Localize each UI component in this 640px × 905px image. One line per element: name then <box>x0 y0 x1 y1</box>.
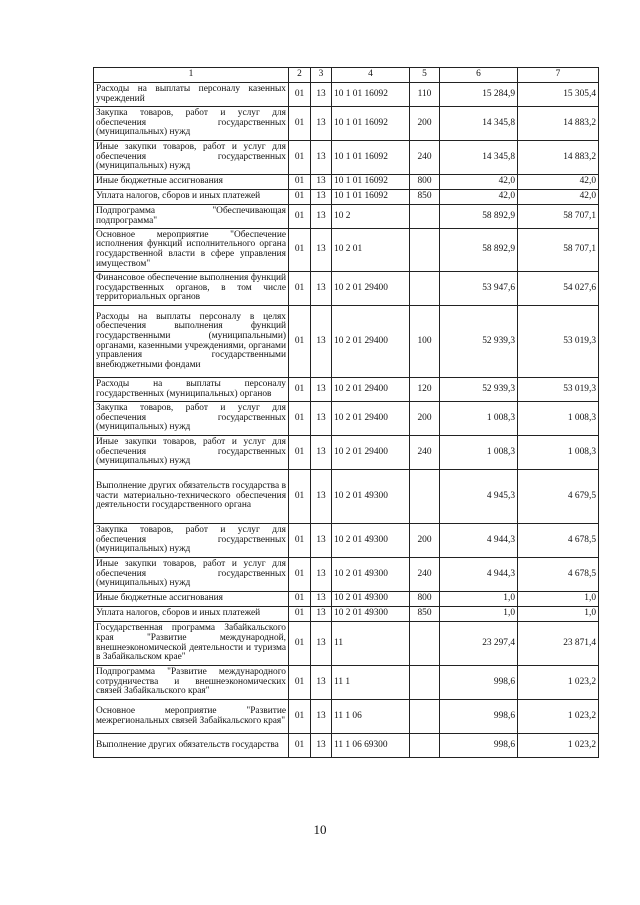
amount-year1-cell: 998,6 <box>440 734 518 758</box>
column-header-2: 2 <box>289 68 311 83</box>
amount-year2-cell: 42,0 <box>518 190 599 205</box>
table-row <box>94 592 599 607</box>
subsection-code-cell: 13 <box>311 175 332 190</box>
expense-type-cell: 850 <box>410 190 440 205</box>
target-article-cell: 10 2 01 <box>332 229 410 272</box>
subsection-code-cell: 13 <box>311 470 332 524</box>
table-row <box>94 470 599 524</box>
table-row <box>94 141 599 175</box>
target-article-cell: 10 2 01 29400 <box>332 272 410 306</box>
amount-year1-cell: 14 345,8 <box>440 107 518 141</box>
table-row <box>94 175 599 190</box>
section-code-cell: 01 <box>289 272 311 306</box>
target-article-cell: 10 1 01 16092 <box>332 107 410 141</box>
section-code-cell: 01 <box>289 190 311 205</box>
target-article-cell: 10 1 01 16092 <box>332 190 410 205</box>
amount-year1-cell: 998,6 <box>440 666 518 700</box>
target-article-cell: 10 2 01 49300 <box>332 558 410 592</box>
column-header-4: 4 <box>332 68 410 83</box>
section-code-cell: 01 <box>289 141 311 175</box>
section-code-cell: 01 <box>289 734 311 758</box>
item-name-cell: Закупка товаров, работ и услуг для обеспечения государственных (муниципальных) нужд <box>94 524 289 558</box>
item-name-cell: Расходы на выплаты персоналу казенных учреждений <box>94 83 289 107</box>
table-row <box>94 700 599 734</box>
section-code-cell: 01 <box>289 83 311 107</box>
expense-type-cell <box>410 470 440 524</box>
table-row <box>94 402 599 436</box>
amount-year1-cell: 42,0 <box>440 190 518 205</box>
item-name-cell: Основное мероприятие "Обеспечение исполнения функций исполнительного органа государственной власти в сфере управления имуществом" <box>94 229 289 272</box>
target-article-cell: 11 1 <box>332 666 410 700</box>
amount-year1-cell: 14 345,8 <box>440 141 518 175</box>
item-name-cell: Иные закупки товаров, работ и услуг для обеспечения государственных (муниципальных) нужд <box>94 436 289 470</box>
item-name-cell: Иные закупки товаров, работ и услуг для обеспечения государственных (муниципальных) нужд <box>94 141 289 175</box>
item-name-cell: Основное мероприятие "Развитие межрегиональных связей Забайкальского края" <box>94 700 289 734</box>
section-code-cell: 01 <box>289 107 311 141</box>
target-article-cell: 10 2 01 29400 <box>332 306 410 378</box>
amount-year2-cell: 4 679,5 <box>518 470 599 524</box>
target-article-cell: 10 2 01 49300 <box>332 592 410 607</box>
table-row <box>94 524 599 558</box>
section-code-cell: 01 <box>289 558 311 592</box>
item-name-cell: Уплата налогов, сборов и иных платежей <box>94 607 289 622</box>
subsection-code-cell: 13 <box>311 402 332 436</box>
amount-year2-cell: 1 008,3 <box>518 402 599 436</box>
target-article-cell: 10 2 01 49300 <box>332 470 410 524</box>
amount-year2-cell: 4 678,5 <box>518 524 599 558</box>
target-article-cell: 10 1 01 16092 <box>332 83 410 107</box>
target-article-cell: 10 2 <box>332 205 410 229</box>
expense-type-cell <box>410 700 440 734</box>
item-name-cell: Иные закупки товаров, работ и услуг для обеспечения государственных (муниципальных) нужд <box>94 558 289 592</box>
target-article-cell: 11 1 06 <box>332 700 410 734</box>
target-article-cell: 10 2 01 29400 <box>332 436 410 470</box>
expense-type-cell <box>410 229 440 272</box>
section-code-cell: 01 <box>289 175 311 190</box>
column-header-1: 1 <box>94 68 289 83</box>
column-header-3: 3 <box>311 68 332 83</box>
target-article-cell: 11 1 06 69300 <box>332 734 410 758</box>
amount-year2-cell: 1 023,2 <box>518 734 599 758</box>
table-body <box>94 83 599 758</box>
section-code-cell: 01 <box>289 470 311 524</box>
subsection-code-cell: 13 <box>311 141 332 175</box>
amount-year1-cell: 1,0 <box>440 607 518 622</box>
table-row <box>94 205 599 229</box>
expense-type-cell <box>410 622 440 666</box>
expense-type-cell: 120 <box>410 378 440 402</box>
amount-year2-cell: 42,0 <box>518 175 599 190</box>
budget-table <box>93 67 599 758</box>
target-article-cell: 10 2 01 49300 <box>332 524 410 558</box>
item-name-cell: Уплата налогов, сборов и иных платежей <box>94 190 289 205</box>
expense-type-cell <box>410 734 440 758</box>
amount-year1-cell: 4 945,3 <box>440 470 518 524</box>
section-code-cell: 01 <box>289 700 311 734</box>
amount-year1-cell: 4 944,3 <box>440 558 518 592</box>
item-name-cell: Подпрограмма "Развитие международного сотрудничества и внешнеэкономических связей Забайкальского края" <box>94 666 289 700</box>
amount-year1-cell: 52 939,3 <box>440 378 518 402</box>
subsection-code-cell: 13 <box>311 666 332 700</box>
expense-type-cell: 200 <box>410 402 440 436</box>
expense-type-cell: 850 <box>410 607 440 622</box>
amount-year1-cell: 1,0 <box>440 592 518 607</box>
amount-year2-cell: 58 707,1 <box>518 229 599 272</box>
amount-year1-cell: 42,0 <box>440 175 518 190</box>
table-row <box>94 622 599 666</box>
expense-type-cell: 800 <box>410 592 440 607</box>
subsection-code-cell: 13 <box>311 622 332 666</box>
section-code-cell: 01 <box>289 666 311 700</box>
table-row <box>94 229 599 272</box>
subsection-code-cell: 13 <box>311 436 332 470</box>
table-row <box>94 436 599 470</box>
amount-year1-cell: 4 944,3 <box>440 524 518 558</box>
table-row <box>94 666 599 700</box>
amount-year2-cell: 15 305,4 <box>518 83 599 107</box>
expense-type-cell: 110 <box>410 83 440 107</box>
item-name-cell: Расходы на выплаты персоналу в целях обеспечения выполнения функций государственными (муниципальными) органами, казенными учреждениями, органами управления государственными внебюджетными фондами <box>94 306 289 378</box>
amount-year1-cell: 53 947,6 <box>440 272 518 306</box>
expense-type-cell: 100 <box>410 306 440 378</box>
target-article-cell: 10 2 01 29400 <box>332 402 410 436</box>
column-header-5: 5 <box>410 68 440 83</box>
target-article-cell: 10 2 01 29400 <box>332 378 410 402</box>
section-code-cell: 01 <box>289 436 311 470</box>
section-code-cell: 01 <box>289 378 311 402</box>
amount-year2-cell: 1 023,2 <box>518 666 599 700</box>
expense-type-cell <box>410 205 440 229</box>
table-row <box>94 607 599 622</box>
item-name-cell: Иные бюджетные ассигнования <box>94 592 289 607</box>
amount-year2-cell: 14 883,2 <box>518 107 599 141</box>
amount-year2-cell: 54 027,6 <box>518 272 599 306</box>
expense-type-cell: 240 <box>410 436 440 470</box>
amount-year1-cell: 1 008,3 <box>440 436 518 470</box>
table-row <box>94 107 599 141</box>
subsection-code-cell: 13 <box>311 229 332 272</box>
subsection-code-cell: 13 <box>311 306 332 378</box>
subsection-code-cell: 13 <box>311 272 332 306</box>
item-name-cell: Выполнение других обязательств государства в части материально-технического обеспечения деятельности государственного органа <box>94 470 289 524</box>
section-code-cell: 01 <box>289 622 311 666</box>
subsection-code-cell: 13 <box>311 205 332 229</box>
expense-type-cell: 240 <box>410 558 440 592</box>
subsection-code-cell: 13 <box>311 378 332 402</box>
target-article-cell: 10 1 01 16092 <box>332 141 410 175</box>
amount-year2-cell: 53 019,3 <box>518 378 599 402</box>
target-article-cell: 10 2 01 49300 <box>332 607 410 622</box>
table-row <box>94 558 599 592</box>
table-row <box>94 190 599 205</box>
target-article-cell: 10 1 01 16092 <box>332 175 410 190</box>
item-name-cell: Иные бюджетные ассигнования <box>94 175 289 190</box>
expense-type-cell: 240 <box>410 141 440 175</box>
column-header-6: 6 <box>440 68 518 83</box>
amount-year2-cell: 53 019,3 <box>518 306 599 378</box>
item-name-cell: Выполнение других обязательств государства <box>94 734 289 758</box>
expense-type-cell: 800 <box>410 175 440 190</box>
item-name-cell: Подпрограмма "Обеспечивающая подпрограмма" <box>94 205 289 229</box>
table-row <box>94 83 599 107</box>
item-name-cell: Финансовое обеспечение выполнения функций государственных органов, в том числе территориальных органов <box>94 272 289 306</box>
amount-year2-cell: 1,0 <box>518 592 599 607</box>
section-code-cell: 01 <box>289 607 311 622</box>
table-row <box>94 734 599 758</box>
subsection-code-cell: 13 <box>311 734 332 758</box>
header-row <box>94 68 599 83</box>
amount-year1-cell: 998,6 <box>440 700 518 734</box>
page-number: 10 <box>313 822 327 837</box>
item-name-cell: Расходы на выплаты персоналу государственных (муниципальных) органов <box>94 378 289 402</box>
item-name-cell: Закупка товаров, работ и услуг для обеспечения государственных (муниципальных) нужд <box>94 107 289 141</box>
amount-year1-cell: 52 939,3 <box>440 306 518 378</box>
amount-year1-cell: 58 892,9 <box>440 229 518 272</box>
subsection-code-cell: 13 <box>311 107 332 141</box>
subsection-code-cell: 13 <box>311 558 332 592</box>
section-code-cell: 01 <box>289 402 311 436</box>
expense-type-cell: 200 <box>410 107 440 141</box>
target-article-cell: 11 <box>332 622 410 666</box>
amount-year1-cell: 23 297,4 <box>440 622 518 666</box>
subsection-code-cell: 13 <box>311 607 332 622</box>
amount-year1-cell: 15 284,9 <box>440 83 518 107</box>
amount-year2-cell: 1,0 <box>518 607 599 622</box>
table-row <box>94 272 599 306</box>
subsection-code-cell: 13 <box>311 524 332 558</box>
column-header-7: 7 <box>518 68 599 83</box>
amount-year2-cell: 1 023,2 <box>518 700 599 734</box>
amount-year1-cell: 1 008,3 <box>440 402 518 436</box>
section-code-cell: 01 <box>289 306 311 378</box>
expense-type-cell <box>410 666 440 700</box>
subsection-code-cell: 13 <box>311 700 332 734</box>
amount-year2-cell: 4 678,5 <box>518 558 599 592</box>
amount-year2-cell: 1 008,3 <box>518 436 599 470</box>
item-name-cell: Закупка товаров, работ и услуг для обеспечения государственных (муниципальных) нужд <box>94 402 289 436</box>
expense-type-cell <box>410 272 440 306</box>
amount-year2-cell: 14 883,2 <box>518 141 599 175</box>
subsection-code-cell: 13 <box>311 592 332 607</box>
amount-year2-cell: 23 871,4 <box>518 622 599 666</box>
section-code-cell: 01 <box>289 229 311 272</box>
item-name-cell: Государственная программа Забайкальского края "Развитие международной, внешнеэкономической деятельности и туризма в Забайкальском крае" <box>94 622 289 666</box>
table-row <box>94 306 599 378</box>
subsection-code-cell: 13 <box>311 190 332 205</box>
section-code-cell: 01 <box>289 524 311 558</box>
amount-year2-cell: 58 707,1 <box>518 205 599 229</box>
section-code-cell: 01 <box>289 592 311 607</box>
table-row <box>94 378 599 402</box>
expense-type-cell: 200 <box>410 524 440 558</box>
subsection-code-cell: 13 <box>311 83 332 107</box>
section-code-cell: 01 <box>289 205 311 229</box>
amount-year1-cell: 58 892,9 <box>440 205 518 229</box>
